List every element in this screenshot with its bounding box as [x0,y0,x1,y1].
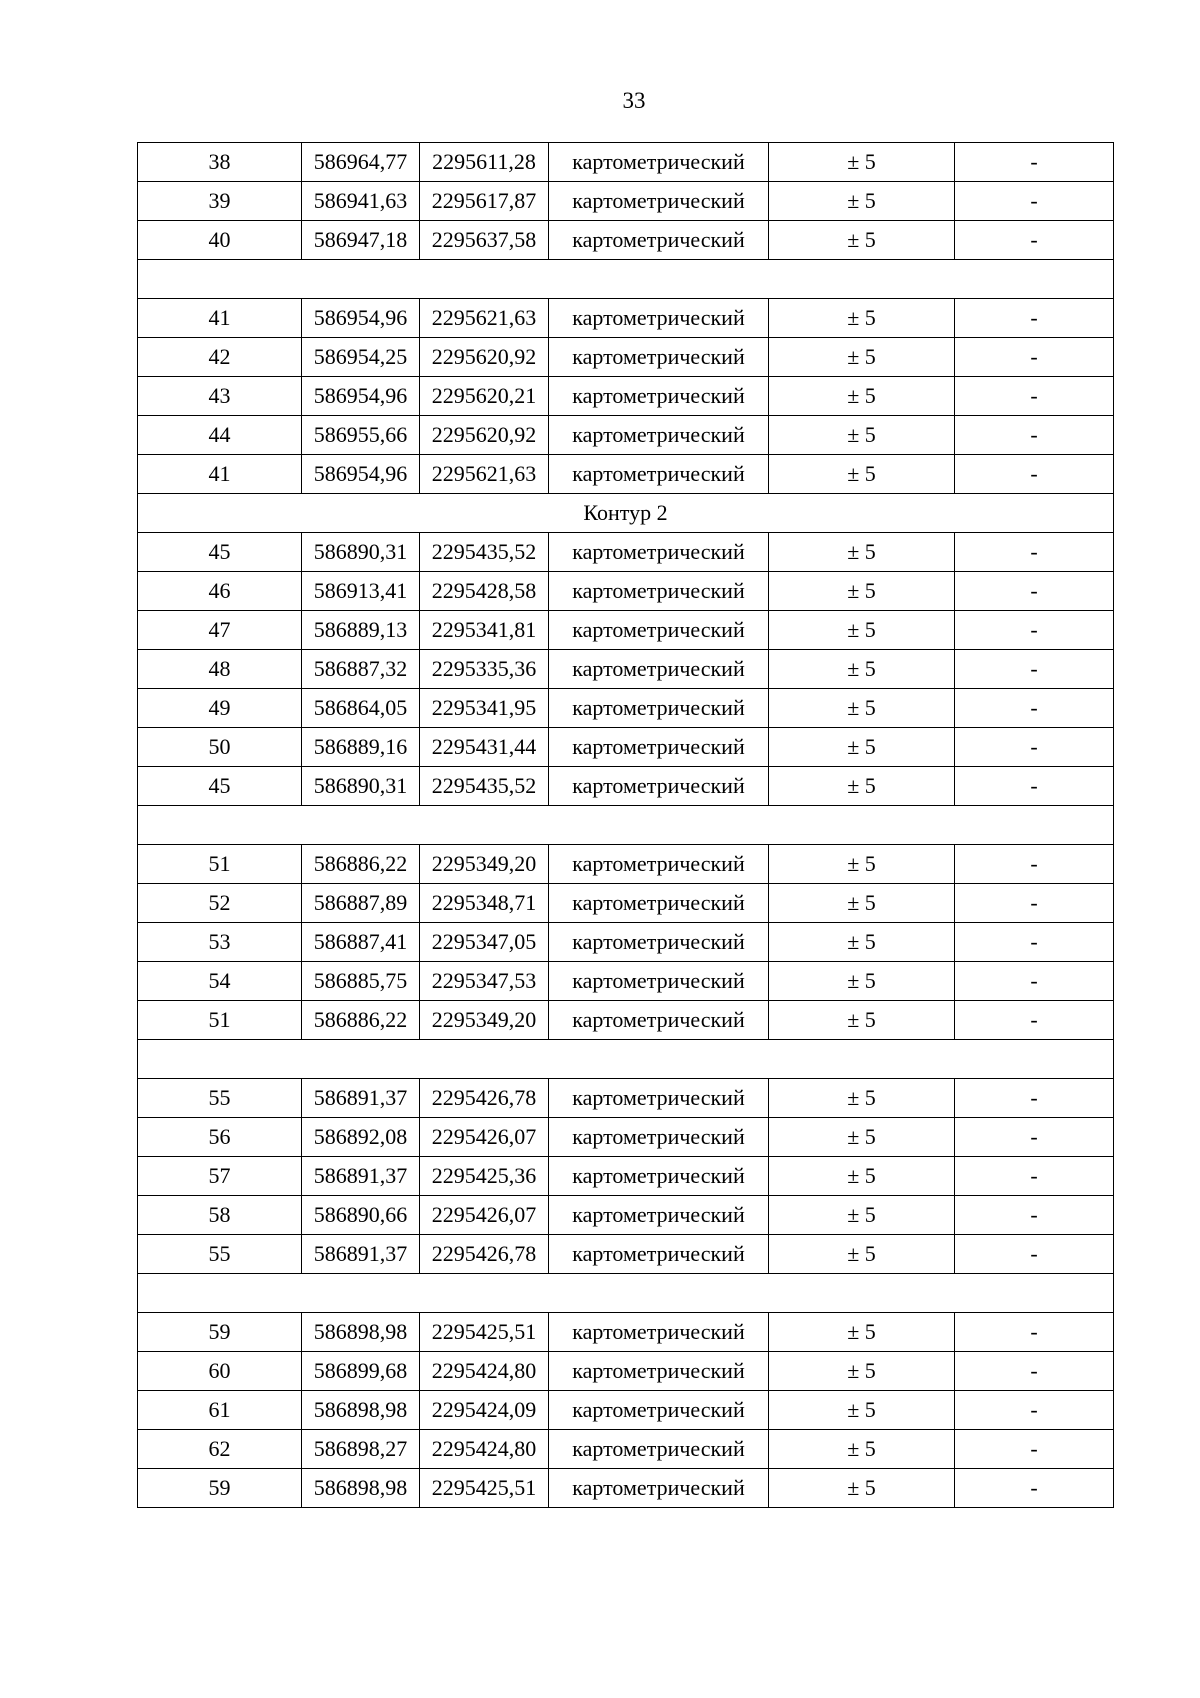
point-number-cell: 46 [138,572,302,611]
table-row [138,611,1114,650]
description-cell: - [955,143,1114,182]
accuracy-cell: ± 5 [769,1118,955,1157]
method-cell: картометрический [549,689,769,728]
method-cell: картометрический [549,1469,769,1508]
table-row [138,923,1114,962]
accuracy-cell: ± 5 [769,143,955,182]
accuracy-cell: ± 5 [769,962,955,1001]
y-coordinate-cell: 2295435,52 [420,533,549,572]
table-row [138,182,1114,221]
spacer-cell [138,1040,1114,1079]
description-cell: - [955,377,1114,416]
x-coordinate-cell: 586898,98 [302,1391,420,1430]
y-coordinate-cell: 2295347,05 [420,923,549,962]
x-coordinate-cell: 586889,16 [302,728,420,767]
y-coordinate-cell: 2295435,52 [420,767,549,806]
point-number-cell: 61 [138,1391,302,1430]
description-cell: - [955,221,1114,260]
description-cell: - [955,962,1114,1001]
description-cell: - [955,338,1114,377]
spacer-cell [138,260,1114,299]
spacer-cell [138,806,1114,845]
point-number-cell: 49 [138,689,302,728]
point-number-cell: 59 [138,1469,302,1508]
spacer-row [138,1040,1114,1079]
spacer-row [138,260,1114,299]
y-coordinate-cell: 2295341,95 [420,689,549,728]
x-coordinate-cell: 586891,37 [302,1157,420,1196]
method-cell: картометрический [549,611,769,650]
y-coordinate-cell: 2295620,92 [420,338,549,377]
x-coordinate-cell: 586885,75 [302,962,420,1001]
description-cell: - [955,1391,1114,1430]
y-coordinate-cell: 2295348,71 [420,884,549,923]
x-coordinate-cell: 586954,25 [302,338,420,377]
x-coordinate-cell: 586898,27 [302,1430,420,1469]
method-cell: картометрический [549,1235,769,1274]
method-cell: картометрический [549,221,769,260]
table-row [138,1235,1114,1274]
table-row [138,962,1114,1001]
description-cell: - [955,1196,1114,1235]
x-coordinate-cell: 586913,41 [302,572,420,611]
method-cell: картометрический [549,1118,769,1157]
table-row [138,533,1114,572]
y-coordinate-cell: 2295617,87 [420,182,549,221]
table-row [138,1001,1114,1040]
table-row [138,1430,1114,1469]
description-cell: - [955,845,1114,884]
x-coordinate-cell: 586954,96 [302,455,420,494]
accuracy-cell: ± 5 [769,884,955,923]
accuracy-cell: ± 5 [769,1352,955,1391]
y-coordinate-cell: 2295621,63 [420,299,549,338]
spacer-row [138,1274,1114,1313]
accuracy-cell: ± 5 [769,1235,955,1274]
method-cell: картометрический [549,1079,769,1118]
spacer-row [138,806,1114,845]
table-row [138,572,1114,611]
x-coordinate-cell: 586964,77 [302,143,420,182]
x-coordinate-cell: 586954,96 [302,377,420,416]
method-cell: картометрический [549,455,769,494]
method-cell: картометрический [549,1001,769,1040]
point-number-cell: 62 [138,1430,302,1469]
x-coordinate-cell: 586899,68 [302,1352,420,1391]
accuracy-cell: ± 5 [769,611,955,650]
accuracy-cell: ± 5 [769,182,955,221]
y-coordinate-cell: 2295428,58 [420,572,549,611]
y-coordinate-cell: 2295347,53 [420,962,549,1001]
point-number-cell: 58 [138,1196,302,1235]
accuracy-cell: ± 5 [769,767,955,806]
x-coordinate-cell: 586890,66 [302,1196,420,1235]
accuracy-cell: ± 5 [769,1391,955,1430]
x-coordinate-cell: 586891,37 [302,1235,420,1274]
accuracy-cell: ± 5 [769,455,955,494]
accuracy-cell: ± 5 [769,533,955,572]
point-number-cell: 59 [138,1313,302,1352]
method-cell: картометрический [549,1430,769,1469]
description-cell: - [955,728,1114,767]
description-cell: - [955,572,1114,611]
accuracy-cell: ± 5 [769,416,955,455]
point-number-cell: 54 [138,962,302,1001]
accuracy-cell: ± 5 [769,923,955,962]
description-cell: - [955,650,1114,689]
accuracy-cell: ± 5 [769,377,955,416]
point-number-cell: 40 [138,221,302,260]
x-coordinate-cell: 586889,13 [302,611,420,650]
table-row [138,1118,1114,1157]
accuracy-cell: ± 5 [769,650,955,689]
y-coordinate-cell: 2295335,36 [420,650,549,689]
y-coordinate-cell: 2295424,09 [420,1391,549,1430]
point-number-cell: 56 [138,1118,302,1157]
description-cell: - [955,416,1114,455]
y-coordinate-cell: 2295341,81 [420,611,549,650]
accuracy-cell: ± 5 [769,221,955,260]
point-number-cell: 51 [138,1001,302,1040]
point-number-cell: 52 [138,884,302,923]
x-coordinate-cell: 586941,63 [302,182,420,221]
description-cell: - [955,1001,1114,1040]
description-cell: - [955,533,1114,572]
y-coordinate-cell: 2295426,78 [420,1235,549,1274]
page-number: 33 [622,88,646,113]
table-row [138,728,1114,767]
y-coordinate-cell: 2295621,63 [420,455,549,494]
description-cell: - [955,884,1114,923]
table-row [138,1313,1114,1352]
y-coordinate-cell: 2295611,28 [420,143,549,182]
table-row [138,338,1114,377]
point-number-cell: 53 [138,923,302,962]
y-coordinate-cell: 2295620,92 [420,416,549,455]
y-coordinate-cell: 2295637,58 [420,221,549,260]
table-row [138,416,1114,455]
coordinates-table-body [138,143,1114,1508]
point-number-cell: 45 [138,533,302,572]
point-number-cell: 55 [138,1235,302,1274]
table-row [138,299,1114,338]
point-number-cell: 60 [138,1352,302,1391]
accuracy-cell: ± 5 [769,728,955,767]
method-cell: картометрический [549,299,769,338]
method-cell: картометрический [549,533,769,572]
y-coordinate-cell: 2295424,80 [420,1430,549,1469]
y-coordinate-cell: 2295425,36 [420,1157,549,1196]
table-row [138,767,1114,806]
x-coordinate-cell: 586864,05 [302,689,420,728]
method-cell: картометрический [549,1196,769,1235]
description-cell: - [955,689,1114,728]
description-cell: - [955,455,1114,494]
x-coordinate-cell: 586898,98 [302,1469,420,1508]
table-row [138,1157,1114,1196]
table-row [138,650,1114,689]
point-number-cell: 50 [138,728,302,767]
spacer-cell [138,1274,1114,1313]
method-cell: картометрический [549,884,769,923]
description-cell: - [955,1118,1114,1157]
method-cell: картометрический [549,143,769,182]
y-coordinate-cell: 2295426,78 [420,1079,549,1118]
accuracy-cell: ± 5 [769,1196,955,1235]
x-coordinate-cell: 586887,89 [302,884,420,923]
method-cell: картометрический [549,416,769,455]
table-row [138,1469,1114,1508]
method-cell: картометрический [549,182,769,221]
description-cell: - [955,1352,1114,1391]
description-cell: - [955,1157,1114,1196]
coordinates-table [137,142,1114,1508]
description-cell: - [955,182,1114,221]
x-coordinate-cell: 586887,41 [302,923,420,962]
method-cell: картометрический [549,728,769,767]
accuracy-cell: ± 5 [769,1001,955,1040]
table-row [138,1352,1114,1391]
table-row [138,1391,1114,1430]
method-cell: картометрический [549,1313,769,1352]
method-cell: картометрический [549,1157,769,1196]
point-number-cell: 51 [138,845,302,884]
section-label: Контур 2 [138,494,1114,533]
table-row [138,845,1114,884]
accuracy-cell: ± 5 [769,1157,955,1196]
description-cell: - [955,1235,1114,1274]
point-number-cell: 43 [138,377,302,416]
point-number-cell: 48 [138,650,302,689]
method-cell: картометрический [549,845,769,884]
y-coordinate-cell: 2295431,44 [420,728,549,767]
x-coordinate-cell: 586890,31 [302,767,420,806]
table-row [138,143,1114,182]
description-cell: - [955,611,1114,650]
accuracy-cell: ± 5 [769,845,955,884]
table-row [138,689,1114,728]
x-coordinate-cell: 586886,22 [302,845,420,884]
point-number-cell: 39 [138,182,302,221]
description-cell: - [955,299,1114,338]
y-coordinate-cell: 2295424,80 [420,1352,549,1391]
point-number-cell: 44 [138,416,302,455]
table-row [138,884,1114,923]
description-cell: - [955,1313,1114,1352]
accuracy-cell: ± 5 [769,299,955,338]
description-cell: - [955,1430,1114,1469]
method-cell: картометрический [549,962,769,1001]
y-coordinate-cell: 2295426,07 [420,1196,549,1235]
method-cell: картометрический [549,650,769,689]
x-coordinate-cell: 586887,32 [302,650,420,689]
y-coordinate-cell: 2295349,20 [420,1001,549,1040]
method-cell: картометрический [549,338,769,377]
description-cell: - [955,1079,1114,1118]
accuracy-cell: ± 5 [769,1469,955,1508]
method-cell: картометрический [549,1391,769,1430]
x-coordinate-cell: 586898,98 [302,1313,420,1352]
accuracy-cell: ± 5 [769,572,955,611]
y-coordinate-cell: 2295620,21 [420,377,549,416]
point-number-cell: 57 [138,1157,302,1196]
accuracy-cell: ± 5 [769,689,955,728]
section-header-row [138,494,1114,533]
x-coordinate-cell: 586891,37 [302,1079,420,1118]
point-number-cell: 47 [138,611,302,650]
table-row [138,455,1114,494]
method-cell: картометрический [549,572,769,611]
accuracy-cell: ± 5 [769,338,955,377]
table-row [138,1196,1114,1235]
point-number-cell: 45 [138,767,302,806]
accuracy-cell: ± 5 [769,1313,955,1352]
x-coordinate-cell: 586954,96 [302,299,420,338]
point-number-cell: 42 [138,338,302,377]
description-cell: - [955,767,1114,806]
table-row [138,377,1114,416]
accuracy-cell: ± 5 [769,1430,955,1469]
x-coordinate-cell: 586892,08 [302,1118,420,1157]
x-coordinate-cell: 586886,22 [302,1001,420,1040]
point-number-cell: 38 [138,143,302,182]
point-number-cell: 41 [138,455,302,494]
description-cell: - [955,923,1114,962]
method-cell: картометрический [549,923,769,962]
y-coordinate-cell: 2295349,20 [420,845,549,884]
y-coordinate-cell: 2295425,51 [420,1313,549,1352]
point-number-cell: 55 [138,1079,302,1118]
table-row [138,221,1114,260]
x-coordinate-cell: 586890,31 [302,533,420,572]
point-number-cell: 41 [138,299,302,338]
y-coordinate-cell: 2295426,07 [420,1118,549,1157]
method-cell: картометрический [549,767,769,806]
method-cell: картометрический [549,1352,769,1391]
y-coordinate-cell: 2295425,51 [420,1469,549,1508]
table-row [138,1079,1114,1118]
x-coordinate-cell: 586947,18 [302,221,420,260]
x-coordinate-cell: 586955,66 [302,416,420,455]
description-cell: - [955,1469,1114,1508]
method-cell: картометрический [549,377,769,416]
accuracy-cell: ± 5 [769,1079,955,1118]
